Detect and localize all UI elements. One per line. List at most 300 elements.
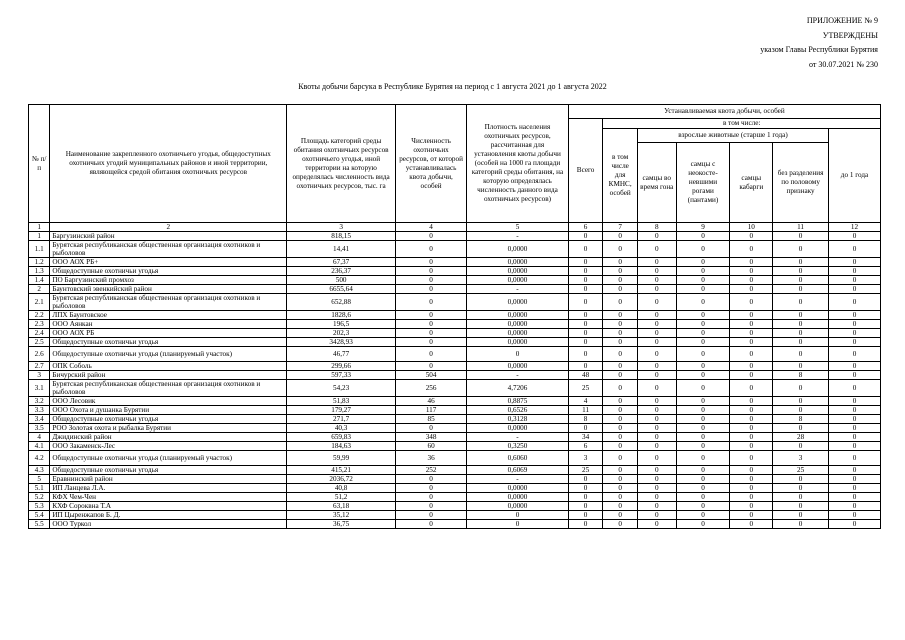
row-quota-cell: 0 <box>603 285 638 294</box>
row-name-cell: ОПК Соболь <box>50 362 287 371</box>
row-quota-cell: 0 <box>730 484 773 493</box>
row-quota-cell: 0 <box>568 493 603 502</box>
row-area-cell: 184,63 <box>287 442 396 451</box>
row-density-cell: 0,0000 <box>467 329 569 338</box>
row-quota-cell: 0 <box>829 475 881 484</box>
row-density-cell: 0,3128 <box>467 415 569 424</box>
row-density-cell: 0,0000 <box>467 320 569 329</box>
row-quota-cell: 0 <box>637 329 676 338</box>
row-quota-cell: 0 <box>773 493 829 502</box>
row-number-cell: 1.1 <box>29 241 50 258</box>
row-quota-cell: 0 <box>676 311 730 320</box>
col-name-header: Наименование закрепленного охотничьего угодья, общедоступных охотничьих угодий муниципальных районов и иной территории, являющейся средой обитания охотничьих ресурсов <box>50 105 287 223</box>
row-quota-cell: 0 <box>603 424 638 433</box>
row-quota-cell: 0 <box>829 493 881 502</box>
row-name-cell: Баунтовский эвенкийский район <box>50 285 287 294</box>
row-quota-cell: 0 <box>829 285 881 294</box>
row-area-cell: 659,83 <box>287 433 396 442</box>
column-number-row <box>29 223 881 232</box>
row-number-cell: 5.3 <box>29 502 50 511</box>
row-area-cell: 67,37 <box>287 258 396 267</box>
row-quota-cell: 0 <box>730 371 773 380</box>
row-quota-cell: 0 <box>637 371 676 380</box>
row-quota-cell: 0 <box>676 258 730 267</box>
row-quota-cell: 0 <box>637 285 676 294</box>
table-row <box>29 241 881 258</box>
row-area-cell: 236,37 <box>287 267 396 276</box>
column-number-cell: 4 <box>396 223 467 232</box>
row-quota-cell: 0 <box>730 442 773 451</box>
row-quota-cell: 0 <box>637 493 676 502</box>
row-density-cell: - <box>467 232 569 241</box>
row-quota-cell: 0 <box>676 347 730 362</box>
row-quota-cell: 0 <box>637 520 676 529</box>
row-quota-cell: 0 <box>568 475 603 484</box>
row-quota-cell: 0 <box>829 451 881 466</box>
row-quota-cell: 0 <box>730 241 773 258</box>
row-quota-cell: 0 <box>568 362 603 371</box>
row-quota-cell: 0 <box>676 442 730 451</box>
column-number-cell: 2 <box>50 223 287 232</box>
row-quota-cell: 0 <box>637 466 676 475</box>
row-quota-cell: 0 <box>676 406 730 415</box>
row-density-cell: 0 <box>467 511 569 520</box>
row-quota-cell: 28 <box>773 433 829 442</box>
row-name-cell: ИП Цыренжапов Б. Д. <box>50 511 287 520</box>
row-density-cell: 0,6060 <box>467 451 569 466</box>
column-number-cell: 9 <box>676 223 730 232</box>
col-area-header: Площадь категорий среды обитания охотничьих ресурсов охотничьего угодья, иной территории на которую определялась численность вида охотничьих ресурсов, тыс. га <box>287 105 396 223</box>
row-quota-cell: 0 <box>603 241 638 258</box>
col-total-header: Всего <box>568 119 603 223</box>
row-quota-cell: 0 <box>829 380 881 397</box>
row-quota-cell: 0 <box>730 406 773 415</box>
row-area-cell: 202,3 <box>287 329 396 338</box>
row-density-cell: 0,0000 <box>467 502 569 511</box>
table-row <box>29 424 881 433</box>
row-quota-cell: 0 <box>829 267 881 276</box>
row-area-cell: 3428,93 <box>287 338 396 347</box>
row-quota-cell: 0 <box>676 433 730 442</box>
column-number-cell: 8 <box>637 223 676 232</box>
table-row <box>29 511 881 520</box>
column-number-cell: 5 <box>467 223 569 232</box>
column-number-cell: 11 <box>773 223 829 232</box>
row-name-cell: Бурятская республиканская общественная организация охотников и рыболовов <box>50 294 287 311</box>
row-density-cell: 0 <box>467 520 569 529</box>
approved-label: УТВЕРЖДЕНЫ <box>822 30 878 40</box>
row-quota-cell: 0 <box>603 320 638 329</box>
row-name-cell: РОО Золотая охота и рыбалка Бурятии <box>50 424 287 433</box>
row-quota-cell: 0 <box>568 424 603 433</box>
row-name-cell: Джидинский район <box>50 433 287 442</box>
table-header <box>29 105 881 223</box>
row-count-cell: 504 <box>396 371 467 380</box>
row-number-cell: 3.5 <box>29 424 50 433</box>
row-quota-cell: 0 <box>730 347 773 362</box>
decree-label: указом Главы Республики Бурятия <box>760 45 878 55</box>
row-quota-cell: 0 <box>773 397 829 406</box>
col-musk-males-header: самцы кабарги <box>730 143 773 223</box>
row-quota-cell: 0 <box>637 502 676 511</box>
decree-date: от 30.07.2021 № 230 <box>808 59 878 69</box>
row-density-cell: 0,0000 <box>467 424 569 433</box>
col-males-velvet-header: самцы с неокосте-невшими рогами (пантами) <box>676 143 730 223</box>
row-count-cell: 348 <box>396 433 467 442</box>
row-number-cell: 3.1 <box>29 380 50 397</box>
row-quota-cell: 0 <box>603 311 638 320</box>
row-area-cell: 818,15 <box>287 232 396 241</box>
row-quota-cell: 0 <box>829 520 881 529</box>
row-name-cell: ООО Лесовик <box>50 397 287 406</box>
row-quota-cell: 0 <box>603 276 638 285</box>
row-quota-cell: 0 <box>773 520 829 529</box>
row-quota-cell: 0 <box>829 320 881 329</box>
row-density-cell: - <box>467 371 569 380</box>
row-count-cell: 0 <box>396 502 467 511</box>
row-quota-cell: 0 <box>676 484 730 493</box>
row-count-cell: 0 <box>396 520 467 529</box>
row-density-cell: 0,0000 <box>467 493 569 502</box>
row-quota-cell: 0 <box>773 241 829 258</box>
row-quota-cell: 0 <box>603 442 638 451</box>
row-quota-cell: 0 <box>637 406 676 415</box>
row-quota-cell: 0 <box>568 258 603 267</box>
row-quota-cell: 0 <box>676 424 730 433</box>
row-quota-cell: 4 <box>568 397 603 406</box>
row-count-cell: 0 <box>396 258 467 267</box>
row-count-cell: 0 <box>396 329 467 338</box>
row-quota-cell: 0 <box>829 442 881 451</box>
table-row <box>29 380 881 397</box>
row-density-cell: 0,0000 <box>467 241 569 258</box>
row-name-cell: ООО Туркол <box>50 520 287 529</box>
row-number-cell: 2.7 <box>29 362 50 371</box>
row-density-cell: - <box>467 433 569 442</box>
row-quota-cell: 0 <box>568 232 603 241</box>
row-name-cell: Общедоступные охотничьи угодья (планируемый участок) <box>50 347 287 362</box>
row-quota-cell: 0 <box>730 258 773 267</box>
row-count-cell: 0 <box>396 511 467 520</box>
row-quota-cell: 3 <box>773 451 829 466</box>
row-quota-cell: 0 <box>773 380 829 397</box>
col-males-rut-header: самцы во время гона <box>637 143 676 223</box>
row-quota-cell: 0 <box>676 362 730 371</box>
table-row <box>29 451 881 466</box>
row-name-cell: Общедоступные охотничьи угодья <box>50 267 287 276</box>
row-quota-cell: 0 <box>773 502 829 511</box>
row-quota-cell: 0 <box>603 362 638 371</box>
row-quota-cell: 0 <box>603 511 638 520</box>
row-quota-cell: 0 <box>676 338 730 347</box>
row-quota-cell: 0 <box>568 294 603 311</box>
row-number-cell: 5 <box>29 475 50 484</box>
row-area-cell: 2036,72 <box>287 475 396 484</box>
row-area-cell: 51,83 <box>287 397 396 406</box>
row-quota-cell: 0 <box>603 484 638 493</box>
row-number-cell: 5.4 <box>29 511 50 520</box>
row-quota-cell: 0 <box>829 258 881 267</box>
row-quota-cell: 0 <box>603 329 638 338</box>
table-row <box>29 232 881 241</box>
col-num-header: № п/п <box>29 105 50 223</box>
row-quota-cell: 0 <box>637 320 676 329</box>
row-name-cell: Бичурский район <box>50 371 287 380</box>
row-quota-cell: 0 <box>829 433 881 442</box>
table-row <box>29 475 881 484</box>
row-quota-cell: 0 <box>773 294 829 311</box>
row-count-cell: 0 <box>396 347 467 362</box>
approval-header <box>760 14 878 72</box>
row-quota-cell: 25 <box>568 380 603 397</box>
row-area-cell: 63,18 <box>287 502 396 511</box>
col-including-header: в том числе: <box>603 119 881 129</box>
row-count-cell: 0 <box>396 276 467 285</box>
row-number-cell: 2.3 <box>29 320 50 329</box>
row-quota-cell: 0 <box>676 397 730 406</box>
row-quota-cell: 0 <box>730 232 773 241</box>
row-quota-cell: 0 <box>637 276 676 285</box>
row-count-cell: 0 <box>396 493 467 502</box>
row-name-cell: ЛПХ Баунтовское <box>50 311 287 320</box>
row-count-cell: 252 <box>396 466 467 475</box>
row-density-cell: - <box>467 475 569 484</box>
row-count-cell: 0 <box>396 320 467 329</box>
row-name-cell: Общедоступные охотничьи угодья <box>50 466 287 475</box>
row-quota-cell: 0 <box>730 320 773 329</box>
row-number-cell: 4 <box>29 433 50 442</box>
row-quota-cell: 0 <box>773 484 829 493</box>
row-count-cell: 0 <box>396 294 467 311</box>
row-number-cell: 2.1 <box>29 294 50 311</box>
row-name-cell: Общедоступные охотничьи угодья <box>50 338 287 347</box>
table-body <box>29 223 881 529</box>
row-area-cell: 299,66 <box>287 362 396 371</box>
table-row <box>29 285 881 294</box>
row-quota-cell: 25 <box>568 466 603 475</box>
row-quota-cell: 0 <box>730 338 773 347</box>
table-row <box>29 276 881 285</box>
row-number-cell: 1 <box>29 232 50 241</box>
row-number-cell: 2.4 <box>29 329 50 338</box>
row-quota-cell: 0 <box>568 320 603 329</box>
row-quota-cell: 0 <box>730 267 773 276</box>
row-quota-cell: 0 <box>730 397 773 406</box>
quota-table <box>28 104 881 529</box>
row-quota-cell: 0 <box>568 267 603 276</box>
row-quota-cell: 0 <box>637 433 676 442</box>
row-quota-cell: 0 <box>603 397 638 406</box>
col-adults-header: взрослые животные (старше 1 года) <box>637 129 828 143</box>
row-area-cell: 415,21 <box>287 466 396 475</box>
row-quota-cell: 0 <box>829 424 881 433</box>
row-quota-cell: 0 <box>676 520 730 529</box>
row-count-cell: 0 <box>396 241 467 258</box>
row-quota-cell: 0 <box>676 475 730 484</box>
col-quota-header: Устанавливаемая квота добычи, особей <box>568 105 880 119</box>
row-quota-cell: 0 <box>676 294 730 311</box>
row-quota-cell: 0 <box>676 415 730 424</box>
row-count-cell: 46 <box>396 397 467 406</box>
row-quota-cell: 0 <box>829 347 881 362</box>
table-row <box>29 502 881 511</box>
row-quota-cell: 0 <box>637 338 676 347</box>
row-quota-cell: 0 <box>730 285 773 294</box>
row-quota-cell: 0 <box>603 267 638 276</box>
row-quota-cell: 0 <box>730 502 773 511</box>
row-quota-cell: 0 <box>637 232 676 241</box>
row-quota-cell: 0 <box>568 347 603 362</box>
row-density-cell: 4,7206 <box>467 380 569 397</box>
row-quota-cell: 0 <box>773 442 829 451</box>
row-count-cell: 36 <box>396 451 467 466</box>
row-area-cell: 14,41 <box>287 241 396 258</box>
row-quota-cell: 0 <box>603 502 638 511</box>
row-count-cell: 0 <box>396 338 467 347</box>
row-count-cell: 85 <box>396 415 467 424</box>
row-quota-cell: 8 <box>773 371 829 380</box>
row-quota-cell: 0 <box>829 338 881 347</box>
row-quota-cell: 0 <box>773 338 829 347</box>
row-count-cell: 0 <box>396 232 467 241</box>
row-quota-cell: 0 <box>676 493 730 502</box>
table-row <box>29 362 881 371</box>
row-quota-cell: 0 <box>730 415 773 424</box>
row-area-cell: 59,99 <box>287 451 396 466</box>
row-quota-cell: 0 <box>773 232 829 241</box>
table-row <box>29 347 881 362</box>
row-count-cell: 0 <box>396 267 467 276</box>
row-number-cell: 5.1 <box>29 484 50 493</box>
row-quota-cell: 0 <box>730 475 773 484</box>
row-quota-cell: 0 <box>829 241 881 258</box>
row-name-cell: Бурятская республиканская общественная организация охотников и рыболовов <box>50 380 287 397</box>
row-area-cell: 196,5 <box>287 320 396 329</box>
row-area-cell: 36,75 <box>287 520 396 529</box>
row-quota-cell: 25 <box>773 466 829 475</box>
row-quota-cell: 0 <box>730 276 773 285</box>
row-quota-cell: 8 <box>773 415 829 424</box>
row-count-cell: 256 <box>396 380 467 397</box>
row-quota-cell: 0 <box>603 347 638 362</box>
column-number-cell: 3 <box>287 223 396 232</box>
row-number-cell: 3.4 <box>29 415 50 424</box>
row-quota-cell: 0 <box>603 520 638 529</box>
row-number-cell: 5.2 <box>29 493 50 502</box>
appendix-label: ПРИЛОЖЕНИЕ № 9 <box>806 16 878 25</box>
row-density-cell: 0,0000 <box>467 294 569 311</box>
row-quota-cell: 0 <box>773 329 829 338</box>
row-quota-cell: 0 <box>730 294 773 311</box>
row-density-cell: 0,6526 <box>467 406 569 415</box>
row-quota-cell: 0 <box>637 424 676 433</box>
row-quota-cell: 0 <box>829 362 881 371</box>
table-row <box>29 433 881 442</box>
row-quota-cell: 0 <box>637 380 676 397</box>
row-quota-cell: 0 <box>773 267 829 276</box>
row-quota-cell: 0 <box>730 520 773 529</box>
row-number-cell: 4.1 <box>29 442 50 451</box>
row-density-cell: - <box>467 285 569 294</box>
row-quota-cell: 6 <box>568 442 603 451</box>
col-kmns-header: в том числе для КМНС, особей <box>603 129 638 223</box>
row-quota-cell: 0 <box>603 475 638 484</box>
row-quota-cell: 0 <box>568 484 603 493</box>
row-name-cell: ООО Аянкан <box>50 320 287 329</box>
document-title: Квоты добычи барсука в Республике Бурятия на период с 1 августа 2021 до 1 августа 2022 <box>298 82 607 91</box>
row-quota-cell: 0 <box>676 285 730 294</box>
row-quota-cell: 0 <box>829 406 881 415</box>
row-quota-cell: 0 <box>676 502 730 511</box>
row-quota-cell: 0 <box>773 347 829 362</box>
row-density-cell: 0,0000 <box>467 276 569 285</box>
row-area-cell: 35,12 <box>287 511 396 520</box>
row-quota-cell: 0 <box>637 475 676 484</box>
row-density-cell: 0,0000 <box>467 311 569 320</box>
row-quota-cell: 0 <box>730 424 773 433</box>
row-quota-cell: 0 <box>568 285 603 294</box>
row-quota-cell: 0 <box>829 415 881 424</box>
row-name-cell: ООО Охота и душанка Бурятии <box>50 406 287 415</box>
row-number-cell: 2.5 <box>29 338 50 347</box>
row-quota-cell: 0 <box>603 493 638 502</box>
row-quota-cell: 0 <box>637 362 676 371</box>
row-area-cell: 652,88 <box>287 294 396 311</box>
row-quota-cell: 0 <box>829 329 881 338</box>
row-quota-cell: 0 <box>773 511 829 520</box>
row-count-cell: 0 <box>396 484 467 493</box>
row-quota-cell: 0 <box>603 371 638 380</box>
row-name-cell: ООО Закаменск-Лес <box>50 442 287 451</box>
row-quota-cell: 0 <box>676 451 730 466</box>
row-name-cell: Еравнинский район <box>50 475 287 484</box>
row-density-cell: 0 <box>467 347 569 362</box>
row-quota-cell: 0 <box>829 484 881 493</box>
row-quota-cell: 0 <box>603 466 638 475</box>
row-name-cell: ИП Ланцева Л.А. <box>50 484 287 493</box>
row-name-cell: КФХ Чем-Чен <box>50 493 287 502</box>
row-density-cell: 0,3250 <box>467 442 569 451</box>
table-row <box>29 267 881 276</box>
table-row <box>29 311 881 320</box>
row-quota-cell: 0 <box>730 511 773 520</box>
table-row <box>29 329 881 338</box>
row-quota-cell: 0 <box>676 380 730 397</box>
row-quota-cell: 0 <box>829 371 881 380</box>
row-quota-cell: 0 <box>603 294 638 311</box>
row-quota-cell: 0 <box>730 433 773 442</box>
row-quota-cell: 0 <box>730 311 773 320</box>
table-row <box>29 493 881 502</box>
row-quota-cell: 0 <box>637 484 676 493</box>
row-quota-cell: 0 <box>568 502 603 511</box>
col-no-sex-header: без разделения по половому признаку <box>773 143 829 223</box>
row-quota-cell: 0 <box>730 380 773 397</box>
row-name-cell: Баргузинский район <box>50 232 287 241</box>
table-row <box>29 294 881 311</box>
row-density-cell: 0,0000 <box>467 267 569 276</box>
row-area-cell: 500 <box>287 276 396 285</box>
row-quota-cell: 0 <box>603 380 638 397</box>
table-row <box>29 406 881 415</box>
row-density-cell: 0,0000 <box>467 338 569 347</box>
row-number-cell: 3.3 <box>29 406 50 415</box>
table-row <box>29 442 881 451</box>
row-number-cell: 3 <box>29 371 50 380</box>
row-quota-cell: 3 <box>568 451 603 466</box>
row-density-cell: 0,8875 <box>467 397 569 406</box>
row-density-cell: 0,6069 <box>467 466 569 475</box>
